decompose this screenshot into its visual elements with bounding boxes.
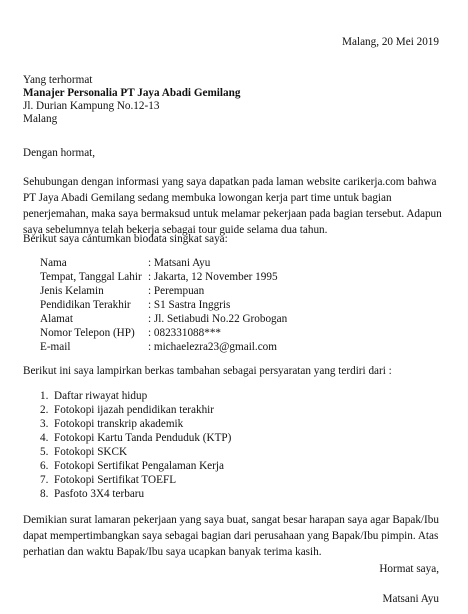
biodata-label: Jenis Kelamin [40,285,104,297]
list-item: Fotokopi Kartu Tanda Penduduk (KTP) [54,432,232,444]
biodata-value: : 082331088*** [148,327,222,339]
recipient-address: Jl. Durian Kampung No.12-13 [23,100,160,112]
date-place: Malang, 20 Mei 2019 [342,36,439,48]
attachments-intro: Berikut ini saya lampirkan berkas tambahan sebagai persyaratan yang terdiri dari : [23,365,392,377]
list-item-number: 3. [40,418,49,430]
list-item: Fotokopi transkrip akademik [54,418,184,430]
list-item: Daftar riwayat hidup [54,390,148,402]
sign-off: Hormat saya, [379,563,439,575]
recipient-position: Manajer Personalia PT Jaya Abadi Gemilang [23,87,241,99]
biodata-label: E-mail [40,341,71,353]
opening-paragraph: Sehubungan dengan informasi yang saya dapatkan pada laman website carikerja.com bahwa PT Jaya Abadi Gemilang sedang membuka lowongan kerja part time untuk bagian penerjemahan, maka saya bermaksud untuk melamar pekerjaan pada bagian tersebut. Adapun saya sebelumnya telah bekerja sebagai tour guide selama dua tahun. [23,176,442,236]
signature-name: Matsani Ayu [382,593,439,605]
list-item-number: 4. [40,432,49,444]
biodata-value: : S1 Sastra Inggris [148,299,231,311]
list-item-number: 2. [40,404,49,416]
biodata-value: : Jakarta, 12 November 1995 [148,271,278,283]
list-item: Fotokopi Sertifikat TOEFL [54,474,177,486]
biodata-label: Pendidikan Terakhir [40,299,131,311]
list-item-number: 7. [40,474,49,486]
closing-paragraph: Demikian surat lamaran pekerjaan yang saya buat, sangat besar harapan saya agar Bapak/Ibu dapat mempertimbangkan saya sebagai bagian dari perusahaan yang Bapak/Ibu pimpin. Atas perhatian dan waktu Bapak/Ibu saya ucapkan banyak terima kasih. [23,514,439,558]
biodata-label: Nama [40,257,67,269]
list-item: Pasfoto 3X4 terbaru [54,488,145,500]
greeting: Dengan hormat, [23,147,96,159]
list-item: Fotokopi ijazah pendidikan terakhir [54,404,215,416]
list-item: Fotokopi SKCK [54,446,128,458]
biodata-intro: Berikut saya cantumkan biodata singkat saya: [23,233,228,245]
biodata-label: Nomor Telepon (HP) [40,327,135,339]
biodata-label: Tempat, Tanggal Lahir [40,271,142,283]
biodata-value: : michaelezra23@gmail.com [148,341,277,353]
list-item: Fotokopi Sertifikat Pengalaman Kerja [54,460,224,472]
biodata-value: : Perempuan [148,285,205,297]
list-item-number: 8. [40,488,49,500]
biodata-value: : Matsani Ayu [148,257,211,269]
list-item-number: 1. [40,390,49,402]
biodata-value: : Jl. Setiabudi No.22 Grobogan [148,313,288,325]
biodata-label: Alamat [40,313,73,325]
recipient-city: Malang [23,113,58,125]
list-item-number: 5. [40,446,49,458]
recipient-salutation: Yang terhormat [23,74,93,86]
list-item-number: 6. [40,460,49,472]
